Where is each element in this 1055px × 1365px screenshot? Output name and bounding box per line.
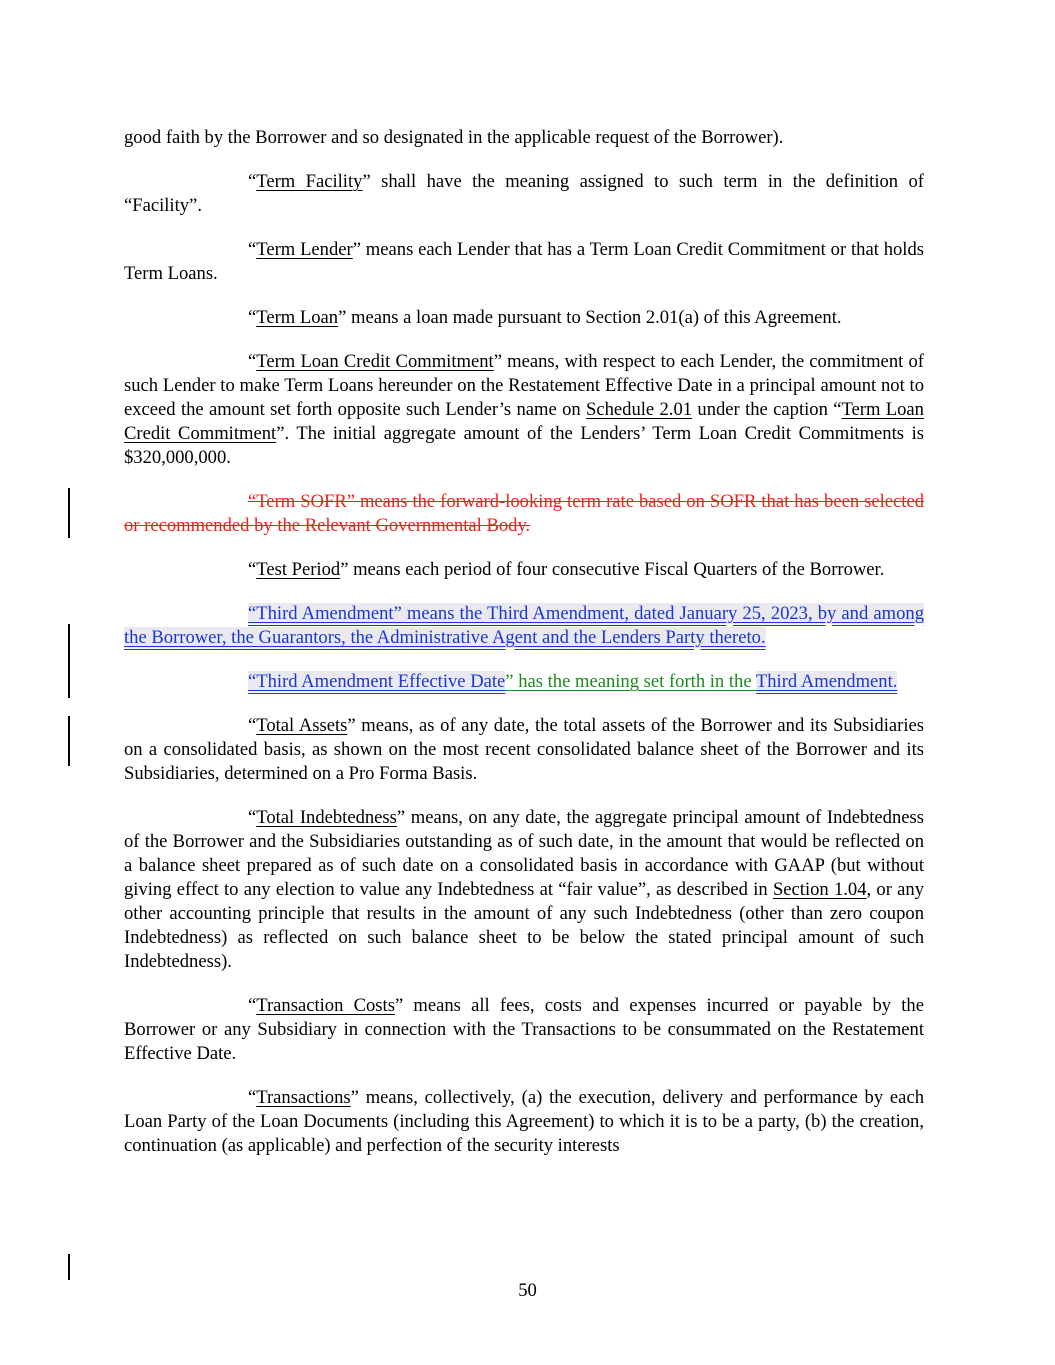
definition-test-period (124, 558, 924, 582)
change-bar (68, 716, 70, 766)
definition-term-lender (124, 238, 924, 286)
definition-text: ”. The initial aggregate amount of the Lenders’ Term Loan Credit Commitments is $320,000,000. (124, 423, 924, 468)
change-bar (68, 488, 70, 538)
inserted-text: “Third Amendment” means the Third Amendment, dated January 25, 2023, by and among the Borrower, the Guarantors, the Administrative Agent and the Lenders Party thereto. (124, 603, 924, 648)
definition-third-amendment-effective-date (124, 670, 924, 694)
definition-text: ” means all fees, costs and expenses incurred or payable by the Borrower or any Subsidiary in connection with the Transactions to be consummated on the Restatement Effective Date. (124, 995, 924, 1064)
defined-term: Term Loan (256, 307, 339, 328)
quote: “ (248, 559, 257, 580)
quote: “ (248, 307, 257, 328)
quote: “ (248, 351, 257, 372)
quote: “ (248, 1087, 257, 1108)
defined-term: Term Loan Credit Commitment (256, 351, 494, 372)
defined-term: Term Facility (256, 171, 363, 192)
definition-transaction-costs (124, 994, 924, 1066)
defined-term: Transactions (256, 1087, 351, 1108)
deleted-text: “Term SOFR” means the forward-looking term rate based on SOFR that has been selected or recommended by the Relevant Governmental Body. (124, 491, 924, 536)
paragraph-text: good faith by the Borrower and so designated in the applicable request of the Borrower). (124, 127, 784, 148)
cross-reference: Schedule 2.01 (586, 399, 693, 420)
paragraph-continuation (124, 126, 924, 150)
definition-text: under the caption “ (692, 399, 842, 420)
quote: “ (248, 715, 257, 736)
change-bar (68, 1254, 70, 1280)
defined-term: Test Period (256, 559, 341, 580)
quote: “ (248, 995, 257, 1016)
definition-third-amendment-inserted (124, 602, 924, 650)
definition-transactions (124, 1086, 924, 1158)
definition-total-assets (124, 714, 924, 786)
definition-text: ” means each period of four consecutive Fiscal Quarters of the Borrower. (340, 559, 885, 580)
cross-reference: Section 1.04 (772, 879, 867, 900)
inserted-text: “Third Amendment Effective Date (248, 671, 506, 692)
definition-text: ” shall have the meaning assigned to such term in the definition of “Facility”. (124, 171, 924, 216)
definition-text: ” means, on any date, the aggregate principal amount of Indebtedness of the Borrower and the Subsidiaries outstanding as of such date, in the amount that would be reflected on a balance sheet prepared as of such date on a consolidated basis in accordance with GAAP (but without giving effect to any election to value any Indebtedness at “fair value”, as described in (124, 807, 924, 900)
document-page (124, 126, 924, 1178)
defined-term: Total Assets (256, 715, 348, 736)
defined-term: Total Indebtedness (256, 807, 397, 828)
definition-total-indebtedness (124, 806, 924, 974)
quote: “ (248, 171, 257, 192)
definition-term-sofr-deleted (124, 490, 924, 538)
change-bar (68, 624, 70, 698)
definition-text: ” means, collectively, (a) the execution, delivery and performance by each Loan Party of the Loan Documents (including this Agreement) to which it is to be a party, (b) the creation, continuation (as applicable) and perfection of the security interests (124, 1087, 924, 1156)
defined-term: Term Lender (256, 239, 353, 260)
moved-text: ” has the meaning set forth in the (505, 671, 756, 692)
inserted-text: Third Amendment. (755, 671, 898, 692)
definition-text: ” means each Lender that has a Term Loan Credit Commitment or that holds Term Loans. (124, 239, 924, 284)
definition-text: ” means, with respect to each Lender, the commitment of such Lender to make Term Loans hereunder on the Restatement Effective Date in a principal amount not to exceed the amount set forth opposite such Lender’s name on (124, 351, 924, 420)
definition-text: ” means, as of any date, the total assets of the Borrower and its Subsidiaries on a consolidated basis, as shown on the most recent consolidated balance sheet of the Borrower and its Subsidiaries, determined on a Pro Forma Basis. (124, 715, 924, 784)
definition-text: , or any other accounting principle that results in the amount of any such Indebtedness (other than zero coupon Indebtedness) as reflected on such balance sheet to be below the stated principal amount of such Indebtedness). (124, 879, 925, 972)
definition-term-loan (124, 306, 924, 330)
defined-term: Transaction Costs (256, 995, 395, 1016)
defined-term: Term Loan Credit Commitment (124, 399, 924, 444)
definition-term-loan-credit-commitment (124, 350, 924, 470)
quote: “ (248, 239, 257, 260)
quote: “ (248, 807, 257, 828)
definition-term-facility (124, 170, 924, 218)
page-number: 50 (518, 1280, 537, 1301)
definition-text: ” means a loan made pursuant to Section 2.01(a) of this Agreement. (338, 307, 842, 328)
